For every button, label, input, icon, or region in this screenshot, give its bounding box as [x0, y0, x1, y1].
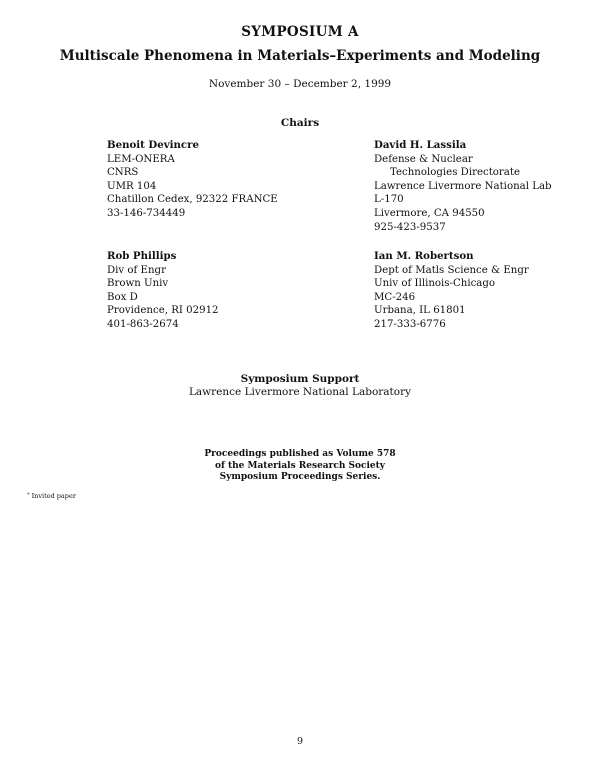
chair-block-devincre: [107, 139, 278, 221]
chair-address-line: MC-246: [374, 291, 416, 303]
chair-affiliation-line: Dept of Matls Science & Engr: [374, 264, 529, 276]
chair-address-line: Urbana, IL 61801: [374, 305, 466, 317]
chair-affiliation-line: Univ of Illinois-Chicago: [374, 278, 496, 290]
chair-address-line: Livermore, CA 94550: [374, 207, 485, 219]
chair-affiliation-line: Technologies Directorate: [390, 167, 520, 179]
chair-name: David H. Lassila: [374, 139, 467, 151]
proceedings-line: of the Materials Research Society: [214, 460, 386, 471]
chair-affiliation-line: Brown Univ: [107, 278, 169, 290]
chair-phone: 401-863-2674: [107, 318, 179, 330]
chair-block-lassila: [374, 139, 552, 234]
chair-name: Ian M. Robertson: [374, 250, 474, 262]
proceedings-line: Symposium Proceedings Series.: [219, 472, 381, 482]
chair-address-line: Box D: [107, 291, 138, 303]
chair-address-line: Providence, RI 02912: [107, 305, 219, 317]
chair-affiliation-line: Div of Engr: [107, 264, 166, 276]
support-heading: Symposium Support: [240, 373, 360, 385]
support-organization: Lawrence Livermore National Laboratory: [188, 386, 412, 398]
footnote-text: Invited paper: [31, 492, 76, 500]
chair-name: Benoit Devincre: [107, 139, 199, 151]
symposium-label: SYMPOSIUM A: [241, 24, 359, 40]
chair-affiliation-line: Defense & Nuclear: [374, 153, 473, 165]
chair-address-line: Chatillon Cedex, 92322 FRANCE: [107, 194, 278, 206]
chair-block-robertson: [374, 250, 529, 332]
symposium-dates: November 30 – December 2, 1999: [208, 78, 392, 90]
chair-affiliation-line: Lawrence Livermore National Lab: [374, 180, 552, 192]
page-number: 9: [296, 736, 304, 747]
chair-affiliation-line: LEM-ONERA: [107, 153, 175, 165]
footnote: [27, 492, 76, 500]
chair-phone: 925-423-9537: [374, 221, 446, 233]
proceedings-note: [0, 449, 600, 484]
chair-address-line: L-170: [374, 194, 404, 206]
chairs-heading: Chairs: [280, 117, 320, 129]
chair-affiliation-line: UMR 104: [107, 180, 157, 192]
chair-phone: 33-146-734449: [107, 207, 186, 219]
chair-phone: 217-333-6776: [374, 318, 446, 330]
footnote-marker: *: [27, 492, 30, 498]
symposium-title: Multiscale Phenomena in Materials–Experiments and Modeling: [59, 48, 541, 64]
proceedings-line: Proceedings published as Volume 578: [204, 449, 396, 459]
chair-block-phillips: [107, 250, 219, 332]
chair-affiliation-line: CNRS: [107, 167, 139, 179]
chair-name: Rob Phillips: [107, 250, 177, 262]
